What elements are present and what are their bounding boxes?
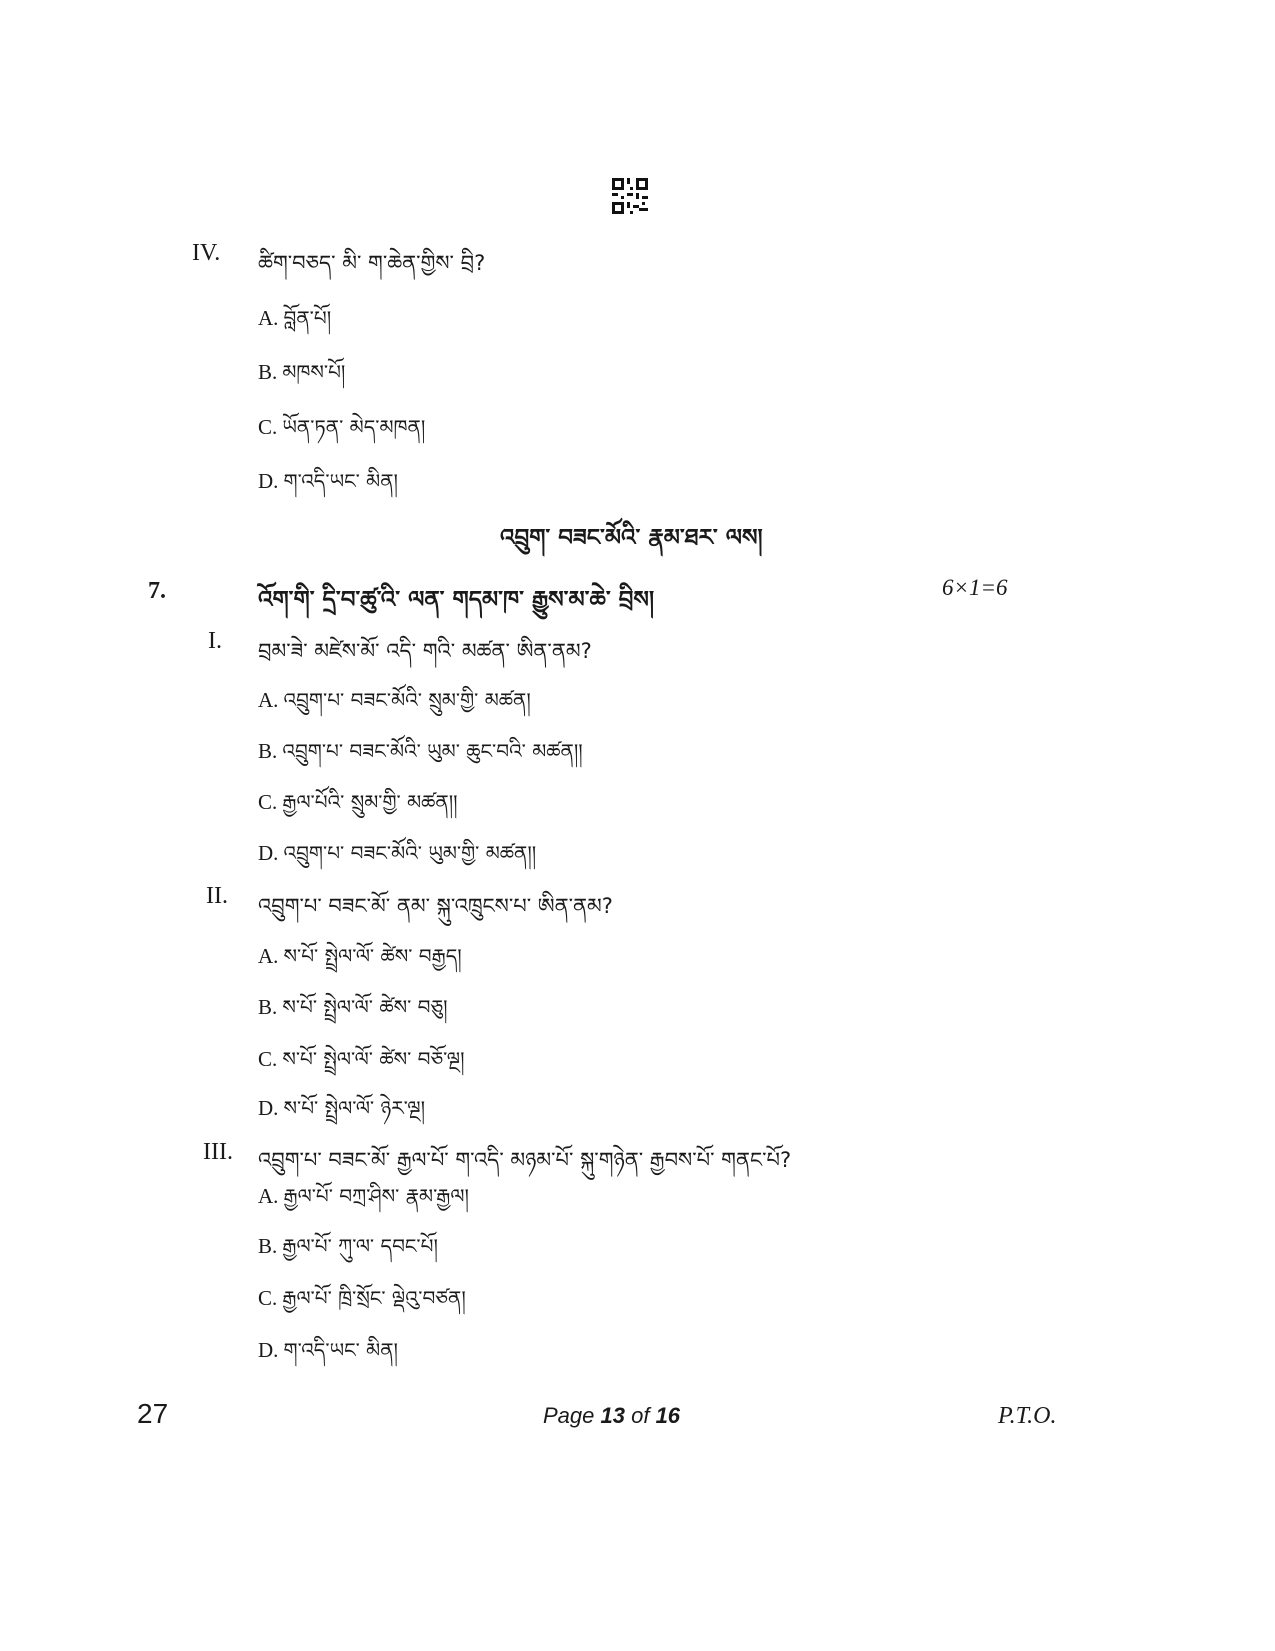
option-text: ས་པོ་ སྤྲེལ་ལོ་ ཚེས་ བཅོ་ལྔ། bbox=[282, 1047, 465, 1071]
section-heading: འབྲུག་ བཟང་མོའི་ རྣམ་ཐར་ ལས། bbox=[500, 525, 763, 551]
q6-part4-option-a bbox=[258, 296, 331, 352]
q7-number: 7. bbox=[148, 578, 166, 604]
option-text: ཡོན་ཏན་ མེད་མཁན། bbox=[282, 415, 426, 439]
q7-part3-option-a bbox=[258, 1174, 469, 1230]
q7-part1-option-b bbox=[258, 729, 583, 785]
qr-code-icon bbox=[612, 178, 648, 214]
option-label: C. bbox=[258, 415, 278, 439]
q7-part1-question: བྲམ་ཟེ་ མཛེས་མོ་ འདི་ གའི་ མཚན་ ཨིན་ནམ? bbox=[258, 639, 592, 663]
q7-part2-option-c bbox=[258, 1037, 465, 1093]
page-current: 13 bbox=[600, 1403, 625, 1428]
page-total: 16 bbox=[655, 1403, 681, 1428]
option-label: B. bbox=[258, 360, 278, 384]
q7-part1-option-d bbox=[258, 831, 536, 887]
q7-part2-question: འབྲུག་པ་ བཟང་མོ་ ནམ་ སྐུ་འཁྲུངས་པ་ ཨིན་ནམ? bbox=[258, 894, 613, 918]
option-text: ག་འདི་ཡང་ མིན། bbox=[283, 469, 398, 493]
option-text: རྒྱལ་པོ་ ཀུ་ལ་ དབང་པོ། bbox=[282, 1234, 438, 1258]
option-text: ག་འདི་ཡང་ མིན། bbox=[283, 1338, 398, 1362]
q7-part1-option-c bbox=[258, 780, 458, 836]
q6-part4-question: ཚིག་བཅད་ མི་ ག་ཆེན་གྱིས་ བྲི? bbox=[258, 251, 486, 275]
q6-part4-option-d bbox=[258, 459, 398, 515]
option-label: B. bbox=[258, 739, 278, 763]
q7-part2-number: II. bbox=[206, 883, 228, 909]
option-label: A. bbox=[258, 306, 279, 330]
page-number bbox=[543, 1403, 680, 1429]
q7-marks: 6×1=6 bbox=[942, 575, 1008, 600]
option-text: རྒྱལ་པོ་ ཁྲི་སྲོང་ ལྡེའུ་བཙན། bbox=[282, 1286, 466, 1310]
option-label: C. bbox=[258, 1286, 278, 1310]
option-text: ས་པོ་ སྤྲེལ་ལོ་ ཚེས་ བཅུ། bbox=[282, 995, 448, 1019]
option-text: འབྲུག་པ་ བཟང་མོའི་ ཡུམ་ ཆུང་བའི་ མཚན།། bbox=[282, 739, 583, 763]
q7-part2-option-a bbox=[258, 934, 462, 990]
paper-code: 27 bbox=[137, 1398, 169, 1429]
q6-part4-option-b bbox=[258, 350, 345, 406]
option-text: རྒྱལ་པོ་ བཀྲ་ཤིས་ རྣམ་རྒྱལ། bbox=[283, 1184, 469, 1208]
option-text: འབྲུག་པ་ བཟང་མོའི་ ཡུམ་གྱི་ མཚན།། bbox=[283, 841, 537, 865]
q7-part1-number: I. bbox=[208, 628, 222, 654]
option-label: D. bbox=[258, 1096, 279, 1120]
option-label: B. bbox=[258, 1234, 278, 1258]
option-label: D. bbox=[258, 841, 279, 865]
option-label: A. bbox=[258, 1184, 279, 1208]
option-text: ས་པོ་ སྤྲེལ་ལོ་ ཚེས་ བརྒྱད། bbox=[283, 944, 462, 968]
q7-instruction: འོག་གི་ དྲི་བ་ཚུ་འི་ ལན་ གདམ་ཁ་ རྒྱུས་མ་ཆེ་ བྲིས། bbox=[258, 587, 655, 613]
option-text: མཁས་པོ། bbox=[282, 360, 346, 384]
pto-label: P.T.O. bbox=[998, 1403, 1057, 1429]
page-prefix: Page bbox=[543, 1403, 601, 1428]
option-label: C. bbox=[258, 790, 278, 814]
q7-part2-option-d bbox=[258, 1086, 425, 1142]
option-label: D. bbox=[258, 469, 279, 493]
option-text: ས་པོ་ སྤྲེལ་ལོ་ ཉེར་ལྔ། bbox=[283, 1096, 426, 1120]
option-label: D. bbox=[258, 1338, 279, 1362]
q7-part2-option-b bbox=[258, 985, 448, 1041]
q7-part3-option-d bbox=[258, 1328, 398, 1384]
option-label: B. bbox=[258, 995, 278, 1019]
option-label: A. bbox=[258, 944, 279, 968]
option-label: C. bbox=[258, 1047, 278, 1071]
option-text: རྒྱལ་པོའི་ སྲུམ་གྱི་ མཚན།། bbox=[282, 790, 458, 814]
q7-part3-option-b bbox=[258, 1224, 438, 1280]
option-text: བློན་པོ། bbox=[283, 306, 332, 330]
q6-part4-option-c bbox=[258, 405, 425, 461]
option-text: འབྲུག་པ་ བཟང་མོའི་ སྲུམ་གྱི་ མཚན། bbox=[283, 688, 531, 712]
q7-part3-number: III. bbox=[203, 1139, 233, 1165]
q7-part1-option-a bbox=[258, 678, 531, 734]
q7-part3-option-c bbox=[258, 1276, 466, 1332]
page-mid: of bbox=[624, 1403, 656, 1428]
option-label: A. bbox=[258, 688, 279, 712]
q6-part4-number: IV. bbox=[192, 240, 221, 266]
q7-part3-question: འབྲུག་པ་ བཟང་མོ་ རྒྱལ་པོ་ ག་འདི་ མཉམ་པོ་ སྐུ་གཉེན་ རྒྱབས་པོ་ གནང་པོ? bbox=[258, 1148, 792, 1172]
